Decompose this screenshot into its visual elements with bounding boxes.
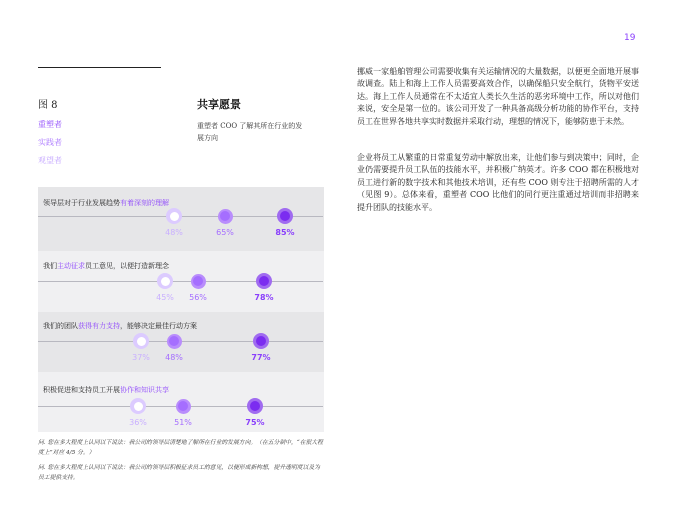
data-label-practitioner: 65% [216,228,234,237]
data-label-observer: 48% [165,228,183,237]
data-point-observer [130,398,146,414]
data-label-practitioner: 56% [189,293,207,302]
data-point-reshaper [247,398,263,414]
data-label-reshaper: 75% [245,418,265,427]
chart-row-label: 领导层对于行业发展趋势有着深刻的理解 [43,199,169,207]
figure-title: 共享愿景 [197,98,241,111]
data-point-practitioner [191,274,206,289]
chart-row-label: 积极促进和支持员工开展协作和知识共享 [43,386,169,394]
data-label-observer: 36% [129,418,147,427]
data-point-practitioner [176,399,191,414]
legend-practitioner: 实践者 [38,138,62,147]
figure-label: 图 8 [38,100,58,111]
chart-track-line [38,281,323,282]
page-number: 19 [624,33,636,43]
data-point-practitioner [218,209,233,224]
data-point-observer [133,333,149,349]
data-point-reshaper [253,333,269,349]
data-label-practitioner: 48% [165,353,183,362]
legend-observer: 观望者 [38,156,62,165]
data-point-reshaper [256,273,272,289]
chart-row-label: 我们主动征求员工意见，以便打造新理念 [43,262,169,270]
data-label-practitioner: 51% [174,418,192,427]
body-paragraph-1: 挪威一家船舶管理公司需要收集有关运输情况的大量数据，以便更全面地开展事故调查。陆上和海上工作人员需要高效合作，以确保船只安全航行，货物平安送达。海上工作人员通常在不太适宜人类长久生活的恶劣环境中工作，所以对他们来说，安全是第一位的。该公司开发了一种具备高级分析功能的协作平台，支持员工在世界各地共享实时数据并采取行动，理想的情况下，能够防患于未然。 [357,67,639,126]
figure-subtitle: 重塑者 COO 了解其所在行业的发展方向 [197,122,303,142]
footnote-2: 问. 您在多大程度上认同以下说法：我公司的领导层积极征求员工的意见，以便形成新构想，提升透明度以及为员工提供支持。 [38,465,320,481]
data-label-reshaper: 85% [275,228,295,237]
legend-reshaper: 重塑者 [38,120,62,129]
data-point-observer [166,208,182,224]
data-label-observer: 37% [132,353,150,362]
dot-chart [38,187,324,432]
data-point-practitioner [167,334,182,349]
data-label-reshaper: 78% [254,293,274,302]
data-point-observer [157,273,173,289]
body-paragraph-2: 企业将员工从繁重的日常重复劳动中解放出来，让他们参与到决策中；同时，企业仍需要提升员工队伍的技能水平，并积极广纳英才。许多 COO 都在积极地对员工进行新的数字技术和其他技术培训，还有些 COO 则专注于招聘所需的人才（见图 9）。总体来看，重塑者 COO 比他们的同行更注重通过培训而非招聘来提升团队的技能水平。 [357,153,639,212]
data-label-observer: 45% [156,293,174,302]
data-label-reshaper: 77% [251,353,271,362]
section-rule [38,67,161,68]
footnote-1: 问. 您在多大程度上认同以下说法：我公司的领导层清楚地了解所在行业的发展方向。（在五分制中，“在很大程度上”对应 4/5 分。） [38,440,323,456]
chart-row-label: 我们的团队获得有力支持，能够决定最佳行动方案 [43,322,197,330]
data-point-reshaper [277,208,293,224]
